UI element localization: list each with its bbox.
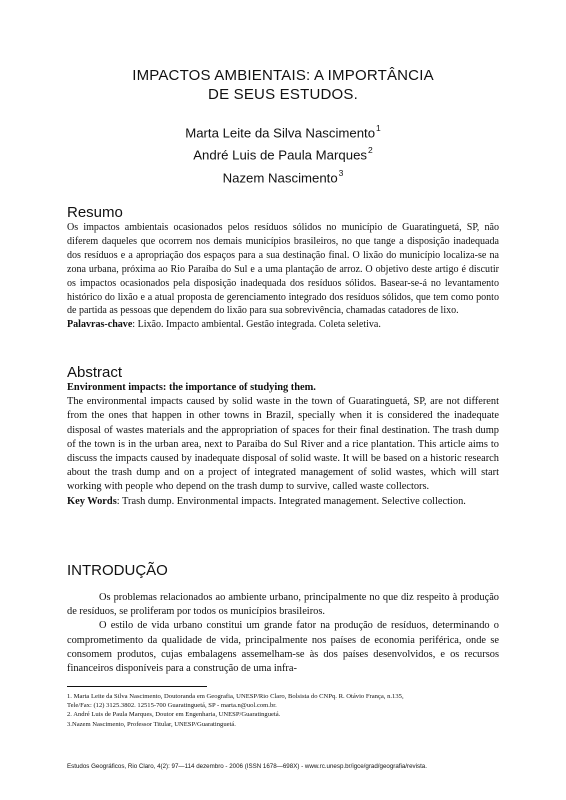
author-footnote-marker: 1 (376, 123, 381, 133)
journal-footer: Estudos Geográficos, Rio Claro, 4(2): 97—114 dezembro - 2006 (ISSN 1678—698X) - www.rc.unesp.br/igce/grad/geografia/revista. (67, 763, 427, 770)
author-name: Marta Leite da Silva Nascimento (185, 125, 376, 141)
introducao-heading: INTRODUÇÃO (67, 562, 168, 579)
title-line-1: IMPACTOS AMBIENTAIS: A IMPORTÂNCIA (132, 67, 434, 84)
keywords-text: : Trash dump. Environmental impacts. Integrated management. Selective collection. (116, 495, 466, 507)
author-name: Nazem Nascimento (222, 170, 338, 186)
footnote: Tele/Fax: (12) 3125.3802. 12515-700 Guaratinguetá, SP - marta.n@uol.com.br. (67, 702, 277, 710)
introducao-paragraph-2: O estilo de vida urbano constitui um grande fator na produção de resíduos, determinando o comprometimento da qualidade de vida, principalmente nos países de economia periférica, onde se consomem produtos, cujas embalagens assemelham-se às dos países desenvolvidos, e os recursos financeiros disponíveis para a construção de uma infra- (67, 620, 499, 675)
author-list (0, 120, 566, 187)
resumo-keywords (67, 318, 499, 332)
abstract-section (67, 381, 499, 509)
abstract-keywords (67, 495, 499, 509)
keywords-label: Key Words (67, 495, 117, 507)
author-2 (0, 142, 566, 164)
introducao-paragraph-1: Os problemas relacionados ao ambiente urbano, principalmente no que diz respeito à produção de resíduos, se proliferam por todos os municípios brasileiros. (67, 592, 499, 618)
resumo-body: Os impactos ambientais ocasionados pelos resíduos sólidos no município de Guaratinguetá, SP, não diferem daqueles que ocorrem nos demais municípios brasileiros, no que tange a disposição inadequada dos resíduos e a apropriação dos espaços para a sua destinação final. O lixão do município localiza-se na zona urbana, próxima ao Rio Paraíba do Sul e a uma plantação de arroz. O objetivo deste artigo é discutir os impactos ocasionados pela disposição inadequada dos resíduos sólidos. Basear-se-á no levantamento histórico do lixão e a atual proposta de gerenciamento integrado dos resíduos sólidos, que tem como ponto de partida as pessoas que dependem do lixão para sua sobrevivência, chamadas catadores de lixo. (67, 222, 499, 317)
title-line-2: DE SEUS ESTUDOS. (208, 86, 358, 103)
keywords-label: Palavras-chave (67, 319, 133, 331)
author-1 (0, 120, 566, 142)
author-footnote-marker: 2 (368, 145, 373, 156)
author-name: André Luis de Paula Marques (193, 147, 367, 163)
footnotes (67, 692, 507, 729)
footnote: 2. André Luis de Paula Marques, Doutor em Engenharia, UNESP/Guaratinguetá. (67, 711, 281, 719)
keywords-text: : Lixão. Impacto ambiental. Gestão integrada. Coleta seletiva. (132, 319, 381, 331)
resumo-heading: Resumo (67, 204, 123, 221)
author-footnote-marker: 3 (338, 167, 344, 178)
abstract-subtitle: Environment impacts: the importance of studying them. (67, 382, 316, 393)
author-3 (0, 165, 566, 187)
resumo-section (67, 221, 499, 332)
footnote: 1. Marta Leite da Silva Nascimento, Doutoranda em Geografia, UNESP/Rio Claro, Bolsista do CNPq. R. Otávio França, n.135, (67, 693, 404, 700)
paper-title (0, 66, 566, 104)
abstract-heading: Abstract (67, 364, 123, 381)
footnote: 3.Nazem Nascimento, Professor Titular, UNESP/Guaratinguetá. (67, 720, 236, 728)
footnote-divider (67, 686, 207, 687)
introducao-section (67, 591, 499, 676)
abstract-body: The environmental impacts caused by solid waste in the town of Guaratinguetá, SP, are not different from the ones that happen in other towns in Brazil, specially when it is considered the inadequate disposal of wastes materials and the appropriation of spaces for their final destination. The trash dump of the town is in the urban area, next to Paraíba do Sul River and a rice plantation. This article aims to discuss the impacts caused by inadequate disposal of solid waste. It will be based on a historic research about the trash dump and on a project of integrated management of solid wastes, which will start working with people who depend on the trash dump to survive, called waste collectors. (67, 396, 499, 493)
